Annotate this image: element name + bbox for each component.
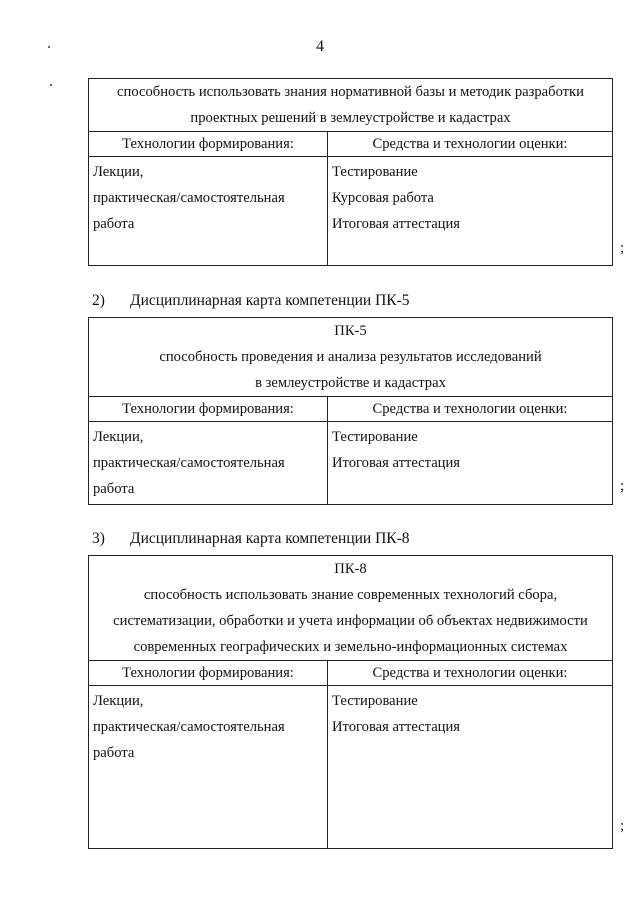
assessment-tools-header: Средства и технологии оценки: xyxy=(328,397,613,422)
assessment-tools-header: Средства и технологии оценки: xyxy=(328,132,613,157)
list-item: практическая/самостоятельная xyxy=(93,719,285,735)
formation-technologies-header: Технологии формирования: xyxy=(89,397,328,422)
competency-card xyxy=(88,555,613,849)
terminator: ; xyxy=(620,478,625,494)
list-item: работа xyxy=(93,745,135,761)
competency-code: ПК-8 xyxy=(334,561,367,577)
formation-technologies-list xyxy=(89,422,328,505)
description-line: способность использовать знание современных технологий сбора, xyxy=(143,587,558,603)
card-number: 3) xyxy=(92,530,105,547)
card-title-text: Дисциплинарная карта компетенции ПК-5 xyxy=(130,292,410,309)
description-line: систематизации, обработки и учета информации об объектах недвижимости xyxy=(113,613,588,629)
formation-technologies-header: Технологии формирования: xyxy=(89,661,328,686)
description-line: в землеустройстве и кадастрах xyxy=(255,375,446,391)
description-line: современных географических и земельно-информационных системах xyxy=(133,639,568,655)
competency-card xyxy=(88,78,613,266)
card-title-text: Дисциплинарная карта компетенции ПК-8 xyxy=(130,530,410,547)
list-item: практическая/самостоятельная xyxy=(93,455,285,471)
competency-description xyxy=(89,79,613,132)
formation-technologies-header: Технологии формирования: xyxy=(89,132,328,157)
card-title xyxy=(92,292,410,310)
card-number: 2) xyxy=(92,292,105,309)
list-item: Лекции, xyxy=(93,693,144,709)
list-item: Тестирование xyxy=(332,693,418,709)
list-item: Лекции, xyxy=(93,429,144,445)
scan-speck xyxy=(50,84,52,86)
list-item: работа xyxy=(93,216,135,232)
assessment-tools-list xyxy=(328,157,613,266)
list-item: Курсовая работа xyxy=(332,190,434,206)
description-line: способность проведения и анализа результатов исследований xyxy=(159,349,542,365)
list-item: Итоговая аттестация xyxy=(332,719,461,735)
assessment-tools-list xyxy=(328,422,613,505)
competency-description xyxy=(89,556,613,661)
list-item: Итоговая аттестация xyxy=(332,455,461,471)
description-line: способность использовать знания нормативной базы и методик разработки xyxy=(117,84,584,100)
competency-description xyxy=(89,318,613,397)
terminator: ; xyxy=(620,240,625,256)
assessment-tools-list xyxy=(328,686,613,849)
formation-technologies-list xyxy=(89,686,328,849)
assessment-tools-header: Средства и технологии оценки: xyxy=(328,661,613,686)
page-number: 4 xyxy=(316,38,324,55)
card-title xyxy=(92,530,410,548)
list-item: Итоговая аттестация xyxy=(332,216,461,232)
competency-card xyxy=(88,317,613,505)
list-item: Тестирование xyxy=(332,429,418,445)
list-item: Тестирование xyxy=(332,164,418,180)
list-item: работа xyxy=(93,481,135,497)
terminator: ; xyxy=(620,818,625,834)
list-item: Лекции, xyxy=(93,164,144,180)
formation-technologies-list xyxy=(89,157,328,266)
list-item: практическая/самостоятельная xyxy=(93,190,285,206)
description-line: проектных решений в землеустройстве и кадастрах xyxy=(190,110,511,126)
competency-code: ПК-5 xyxy=(334,323,367,339)
